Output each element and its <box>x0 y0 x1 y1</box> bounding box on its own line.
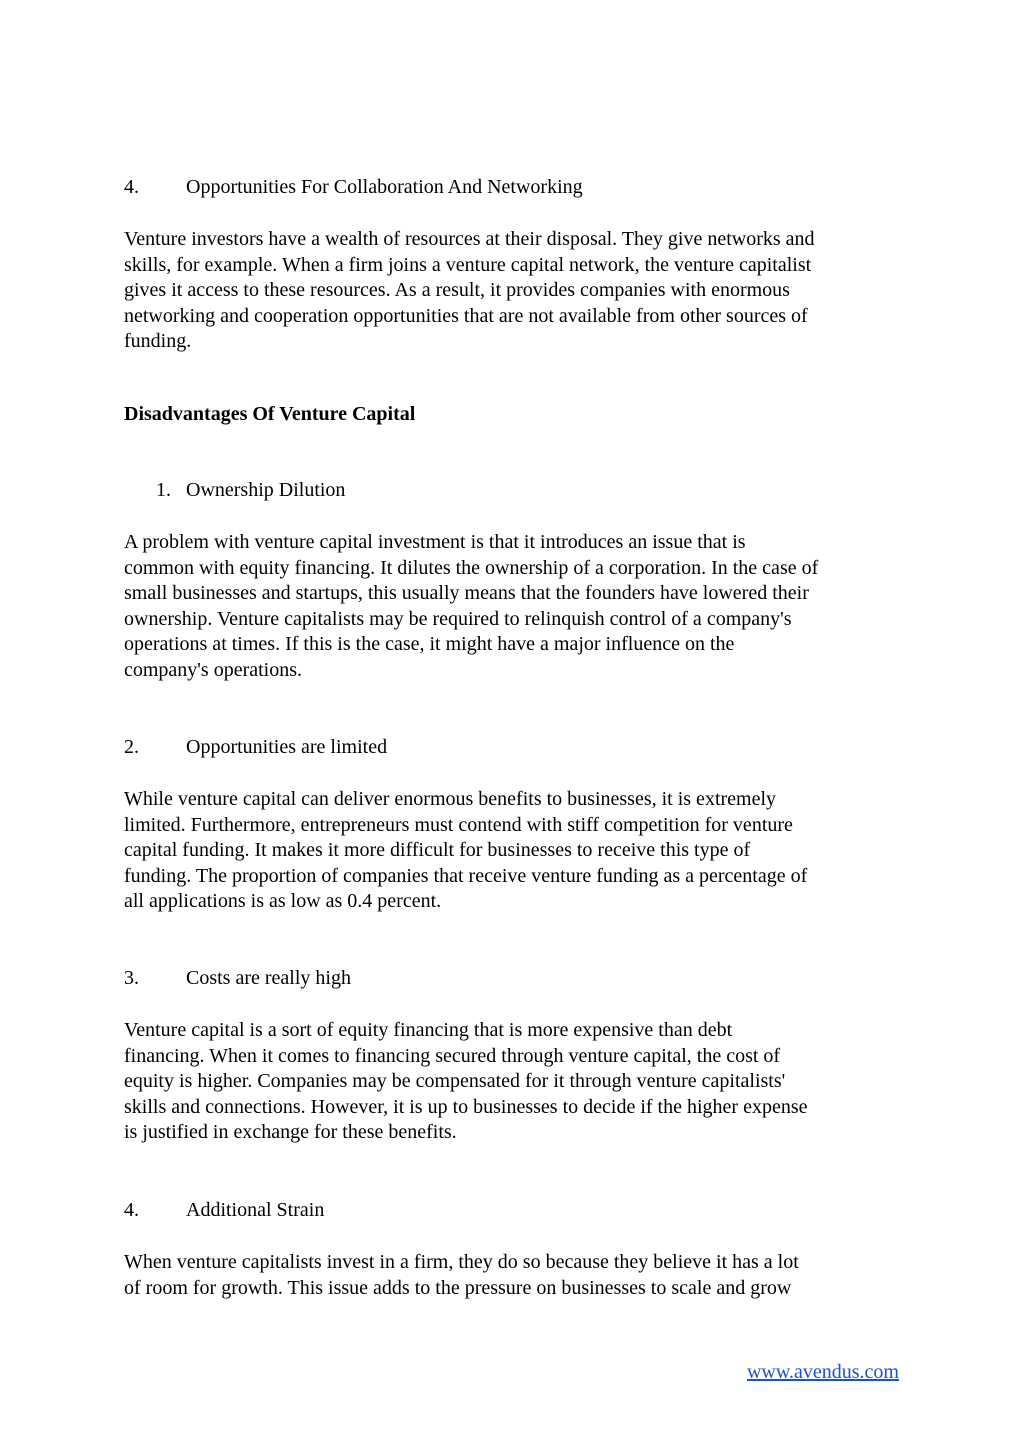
disadvantage-2-number: 2. <box>124 736 139 758</box>
disadvantage-3-heading <box>124 966 351 992</box>
section-4-title: Opportunities For Collaboration And Networking <box>186 176 583 198</box>
disadvantage-3-number: 3. <box>124 967 139 989</box>
section-4-number: 4. <box>124 176 139 198</box>
disadvantage-4-body: When venture capitalists invest in a firm, they do so because they believe it has a lot of room for growth. This issue adds to the pressure on businesses to scale and grow <box>124 1251 799 1299</box>
disadvantage-4-number: 4. <box>124 1199 139 1221</box>
disadvantage-3-title: Costs are really high <box>186 967 351 989</box>
section-4-heading <box>124 175 583 201</box>
disadvantage-2-body: While venture capital can deliver enormous benefits to businesses, it is extremely limited. Furthermore, entrepreneurs must contend with stiff competition for venture capital funding. It makes it more difficult for businesses to receive this type of funding. The proportion of companies that receive venture funding as a percentage of all applications is as low as 0.4 percent. <box>124 788 808 913</box>
disadvantage-3-body: Venture capital is a sort of equity financing that is more expensive than debt financing. When it comes to financing secured through venture capital, the cost of equity is higher. Companies may be compensated for it through venture capitalists' skills and connections. However, it is up to businesses to decide if the higher expense is justified in exchange for these benefits. <box>124 1019 808 1144</box>
disadvantage-4-heading <box>124 1198 324 1224</box>
disadvantage-1-body: A problem with venture capital investment is that it introduces an issue that is common with equity financing. It dilutes the ownership of a corporation. In the case of small businesses and startups, this usually means that the founders have lowered their ownership. Venture capitalists may be required to relinquish control of a company's operations at times. If this is the case, it might have a major influence on the company's operations. <box>124 531 819 681</box>
disadvantage-1-title: Ownership Dilution <box>186 479 346 501</box>
disadvantage-2-heading <box>124 735 387 761</box>
disadvantages-heading: Disadvantages Of Venture Capital <box>124 403 416 425</box>
section-4-body: Venture investors have a wealth of resources at their disposal. They give networks and skills, for example. When a firm joins a venture capital network, the venture capitalist gives it access to these resources. As a result, it provides companies with enormous networking and cooperation opportunities that are not available from other sources of funding. <box>124 228 815 353</box>
disadvantage-2-title: Opportunities are limited <box>186 736 388 758</box>
disadvantage-1-heading <box>124 478 345 504</box>
disadvantage-4-title: Additional Strain <box>186 1199 325 1221</box>
footer-website-link[interactable]: www.avendus.com <box>746 1361 899 1383</box>
disadvantage-1-number: 1. <box>156 479 171 501</box>
